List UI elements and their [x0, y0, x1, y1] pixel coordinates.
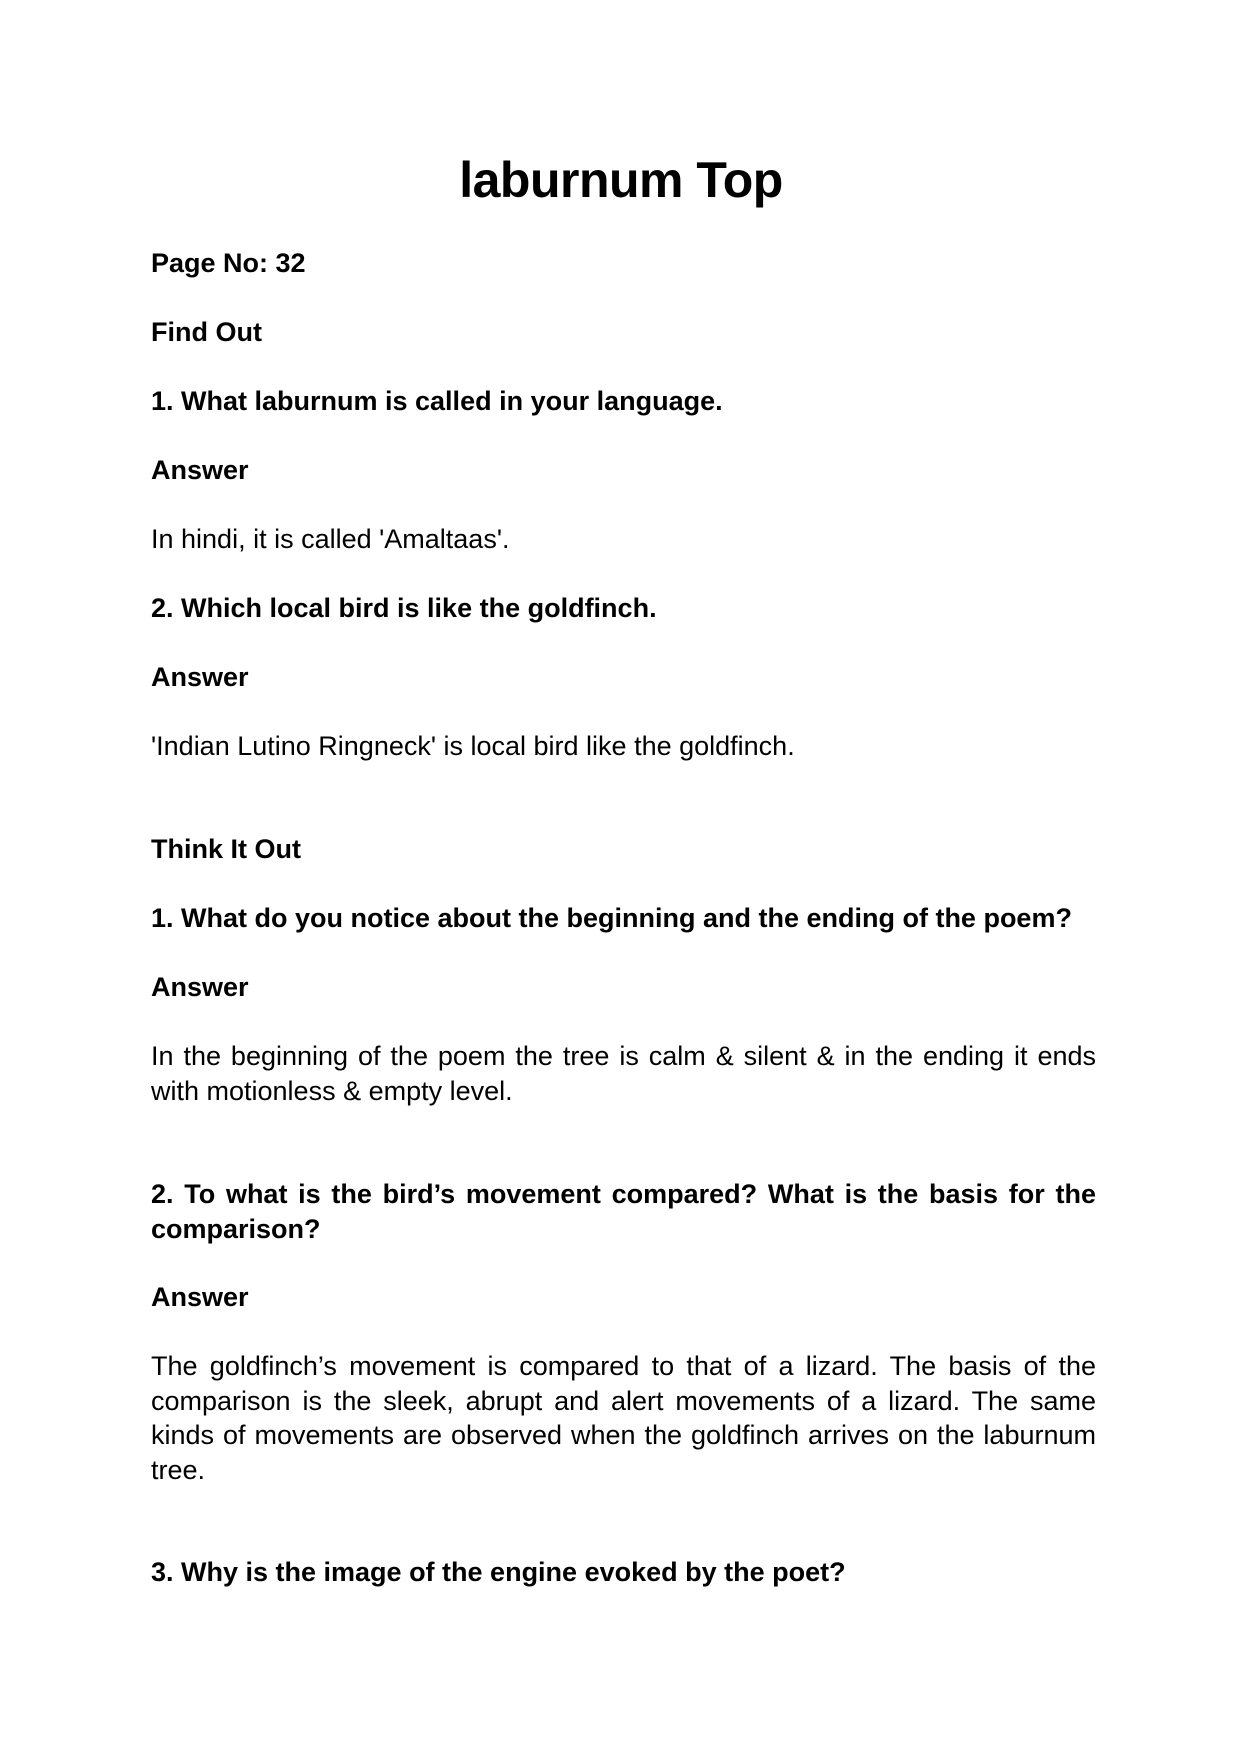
question-think-3: 3. Why is the image of the engine evoked by the poet?	[151, 1557, 846, 1587]
section-heading-find-out: Find Out	[151, 317, 262, 347]
answer-label: Answer	[151, 1282, 249, 1312]
answer-label: Answer	[151, 662, 249, 692]
answer-text-find-out-1: In hindi, it is called 'Amaltaas'.	[151, 524, 510, 554]
answer-label: Answer	[151, 972, 249, 1002]
question-think-1: 1. What do you notice about the beginning and the ending of the poem?	[151, 903, 1072, 933]
answer-text-think-1: In the beginning of the poem the tree is calm & silent & in the ending it ends with motionless & empty level.	[151, 1041, 1096, 1106]
question-think-2: 2. To what is the bird’s movement compared? What is the basis for the comparison?	[151, 1179, 1096, 1244]
page-title: laburnum Top	[459, 152, 783, 208]
section-heading-think-it-out: Think It Out	[151, 834, 301, 864]
page-number: Page No: 32	[151, 248, 306, 278]
answer-label: Answer	[151, 455, 249, 485]
answer-text-think-2: The goldfinch’s movement is compared to that of a lizard. The basis of the comparison is the sleek, abrupt and alert movements of a lizard. The same kinds of movements are observed when the goldfinch arrives on the laburnum tree.	[151, 1351, 1096, 1485]
answer-text-find-out-2: 'Indian Lutino Ringneck' is local bird like the goldfinch.	[151, 731, 795, 761]
question-find-out-1: 1. What laburnum is called in your language.	[151, 386, 723, 416]
question-find-out-2: 2. Which local bird is like the goldfinch.	[151, 593, 657, 623]
